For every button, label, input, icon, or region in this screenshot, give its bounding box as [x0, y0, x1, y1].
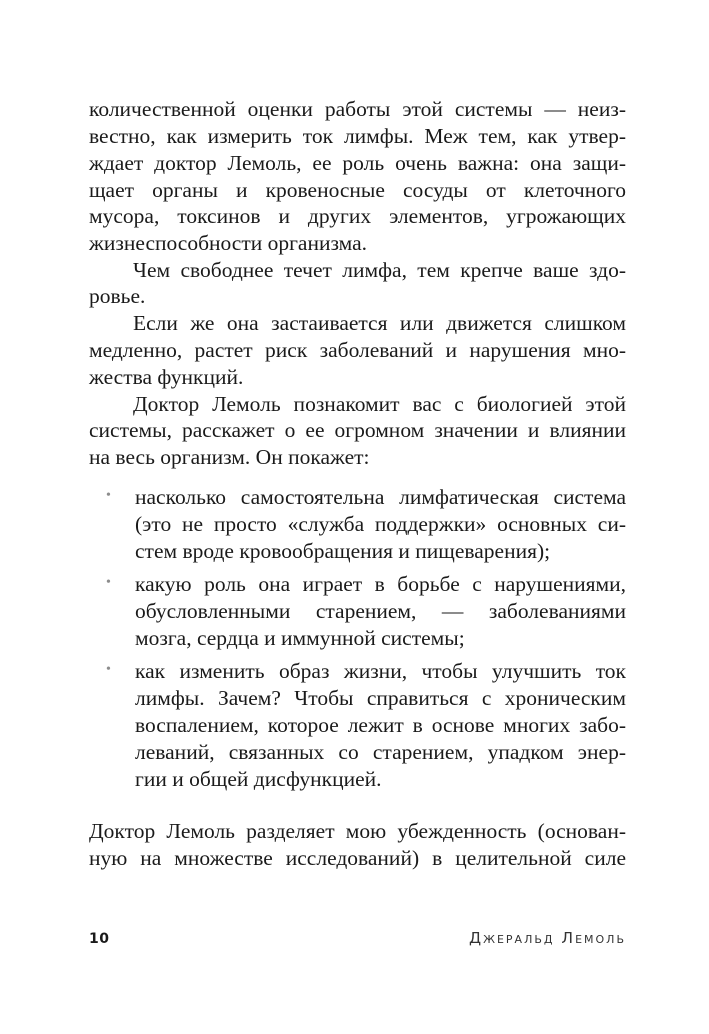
- text-line: мозга, сердца и иммунной системы;: [135, 626, 465, 650]
- text-line: воспалением, которое лежит в основе многих забо-: [135, 713, 626, 737]
- running-footer-author: Джеральд Лемоль: [469, 929, 626, 947]
- text-line: вестно, как измерить ток лимфы. Меж тем, как утвер-: [89, 124, 626, 148]
- text-line: лимфы. Зачем? Чтобы справиться с хроническим: [135, 686, 626, 710]
- bullet-marker: [106, 665, 116, 675]
- text-line: насколько самостоятельна лимфатическая система: [135, 485, 626, 509]
- text-line: (это не просто «служба поддержки» основных си-: [135, 512, 626, 536]
- text-line: количественной оценки работы этой системы — неиз-: [89, 97, 626, 121]
- text-line: Чем свободнее течет лимфа, тем крепче ваше здо-: [133, 258, 626, 282]
- text-line: на весь организм. Он покажет:: [89, 445, 370, 469]
- text-line: какую роль она играет в борьбе с нарушениями,: [135, 572, 626, 596]
- text-line: Доктор Лемоль разделяет мою убежденность (основан-: [89, 819, 626, 843]
- text-line: жества функций.: [89, 365, 244, 389]
- text-line: системы, расскажет о ее огромном значении и влиянии: [89, 418, 626, 442]
- text-line: ровье.: [89, 284, 146, 308]
- text-line: Доктор Лемоль познакомит вас с биологией этой: [133, 392, 626, 416]
- text-line: ную на множестве исследований) в целительной силе: [89, 846, 626, 870]
- bullet-marker: [106, 491, 116, 501]
- text-line: обусловленными старением, — заболеваниями: [135, 599, 626, 623]
- text-line: леваний, связанных со старением, упадком энер-: [135, 740, 626, 764]
- text-line: медленно, растет риск заболеваний и нарушения мно-: [89, 338, 626, 362]
- text-line: гии и общей дисфункцией.: [135, 767, 382, 791]
- text-line: Если же она застаивается или движется слишком: [133, 311, 626, 335]
- text-line: стем вроде кровообращения и пищеварения);: [135, 539, 551, 563]
- text-line: ждает доктор Лемоль, ее роль очень важна: она защи-: [89, 151, 626, 175]
- text-line: жизнеспособности организма.: [89, 231, 368, 255]
- page-number: 10: [89, 931, 110, 947]
- text-line: щает органы и кровеносные сосуды от клеточного: [89, 178, 626, 202]
- text-line: как изменить образ жизни, чтобы улучшить ток: [135, 659, 626, 683]
- text-line: мусора, токсинов и других элементов, угрожающих: [89, 204, 626, 228]
- bullet-marker: [106, 578, 116, 588]
